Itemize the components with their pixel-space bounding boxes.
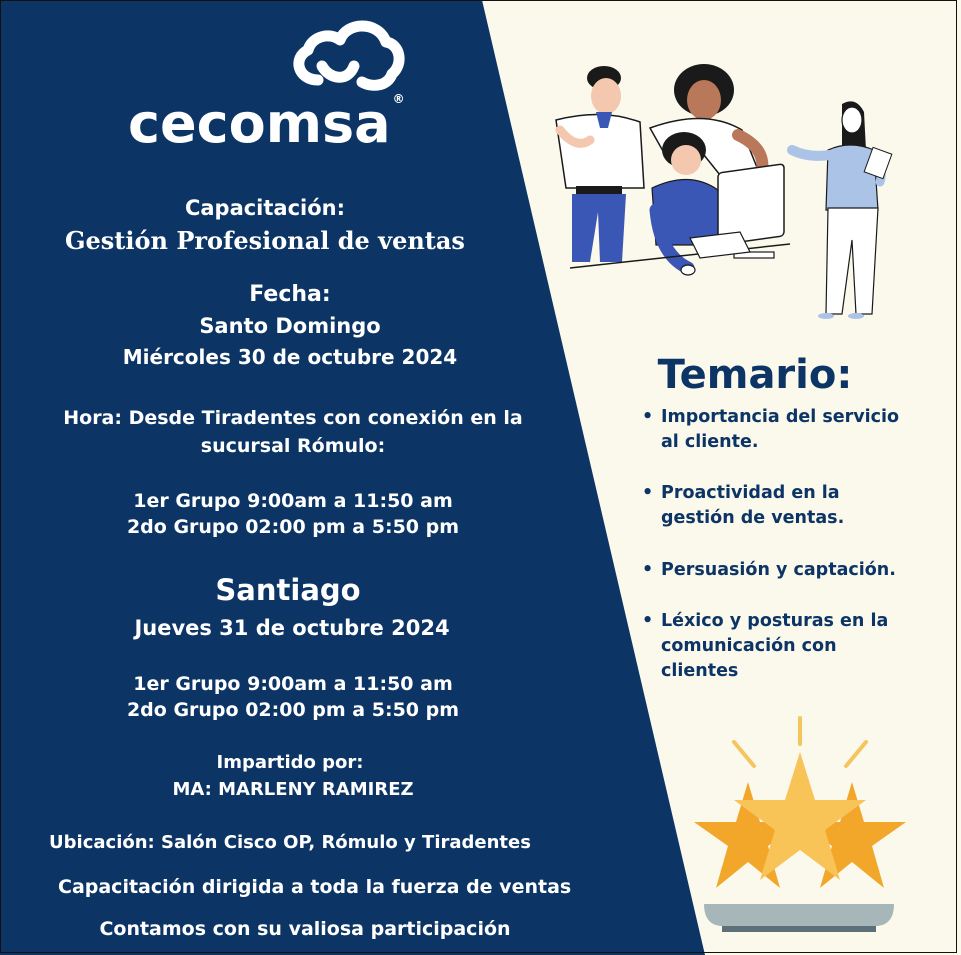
topic-2-line-1: Proactividad en la [661, 483, 840, 503]
instructor-label: Impartido por: [216, 752, 364, 773]
audience: Capacitación dirigida a toda la fuerza de ventas [58, 876, 572, 898]
date-santiago: Jueves 31 de octubre 2024 [134, 616, 450, 640]
course-title: Gestión Profesional de ventas [65, 226, 465, 255]
brand-wordmark [128, 92, 405, 155]
bullet-icon: • [642, 483, 654, 503]
group1-santiago: 1er Grupo 9:00am a 11:50 am [133, 673, 453, 695]
group1-santo-domingo: 1er Grupo 9:00am a 11:50 am [133, 490, 453, 512]
bullet-icon: • [642, 611, 654, 631]
topic-4-line-1: Léxico y posturas en la [661, 611, 889, 631]
topic-1-line-1: Importancia del servicio [661, 407, 900, 427]
date-santo-domingo: Miércoles 30 de octubre 2024 [122, 345, 458, 369]
group2-santiago: 2do Grupo 02:00 pm a 5:50 pm [126, 699, 460, 721]
location: Ubicación: Salón Cisco OP, Rómulo y Tiradentes [49, 832, 531, 853]
registered-mark: ® [392, 92, 405, 106]
city-santiago: Santiago [215, 573, 361, 607]
brand-name: cecomsa [128, 92, 391, 155]
time-line-2: sucursal Rómulo: [200, 435, 386, 457]
date-label: Fecha: [249, 282, 331, 307]
topic-4-line-2: comunicación con [661, 636, 837, 656]
group2-santo-domingo: 2do Grupo 02:00 pm a 5:50 pm [126, 516, 460, 538]
topic-3-line-1: Persuasión y captación. [661, 560, 896, 580]
topic-2-line-2: gestión de ventas. [661, 508, 845, 528]
bullet-icon: • [642, 560, 654, 580]
topic-1-line-2: al cliente. [661, 432, 759, 452]
time-line-1: Hora: Desde Tiradentes con conexión en la [63, 407, 523, 429]
instructor-name: MA: MARLENY RAMIREZ [172, 779, 414, 800]
closing-message: Contamos con su valiosa participación [99, 918, 511, 940]
city-santo-domingo: Santo Domingo [199, 314, 381, 338]
bullet-icon: • [642, 407, 654, 427]
temario-title: Temario: [657, 352, 853, 398]
course-label: Capacitación: [184, 196, 346, 220]
topic-4-line-3: clientes [661, 661, 739, 681]
